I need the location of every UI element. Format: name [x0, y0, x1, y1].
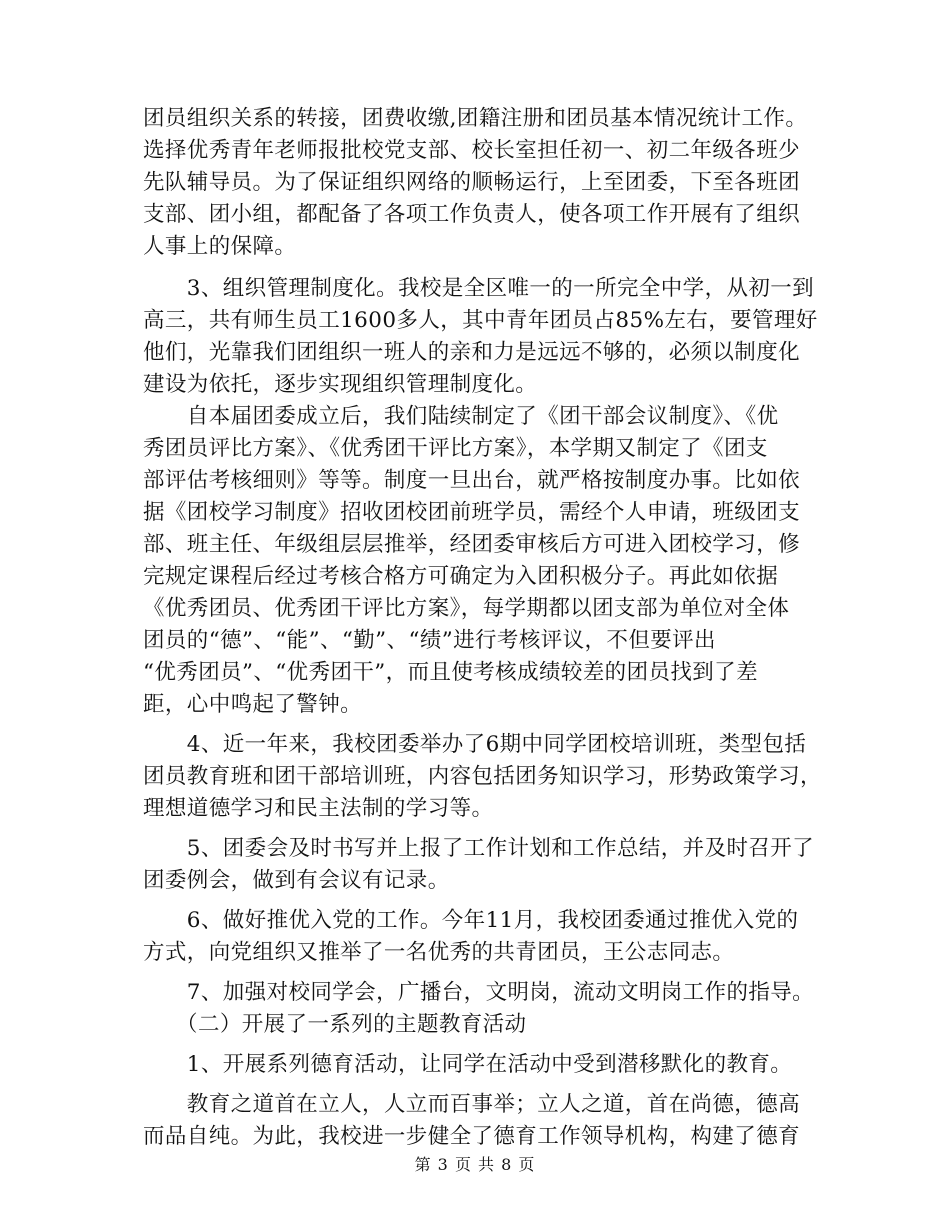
text-line: 团委例会，做到有会议有记录。	[143, 868, 450, 893]
text-line: 5、团委会及时书写并上报了工作计划和工作总结，并及时召开了	[143, 836, 815, 861]
text-line: 理想道德学习和民主法制的学习等。	[143, 796, 494, 821]
text-line: 4、近一年来，我校团委举办了6期中同学团校培训班，类型包括	[143, 732, 807, 757]
text-line: 7、加强对校同学会，广播台，文明岗，流动文明岗工作的指导。	[143, 980, 815, 1005]
text-line: 支部、团小组，都配备了各项工作负责人，使各项工作开展有了组织	[143, 202, 801, 227]
text-line: 据《团校学习制度》招收团校团前班学员，需经个人申请，班级团支	[143, 500, 801, 525]
text-line: 团员的“德”、“能”、“勤”、“绩”进行考核评议，不但要评出	[143, 628, 716, 653]
page-footer: 第 3 页 共 8 页	[414, 1155, 536, 1174]
text-line: 完规定课程后经过考核合格方可确定为入团积极分子。再此如依据	[143, 564, 779, 589]
text-line: 方式，向党组织又推举了一名优秀的共青团员，王公志同志。	[143, 940, 735, 965]
text-line: 1、开展系列德育活动，让同学在活动中受到潜移默化的教育。	[143, 1052, 793, 1077]
text-line: 建设为依托，逐步实现组织管理制度化。	[143, 372, 538, 397]
text-line: “优秀团员”、“优秀团干”，而且使考核成绩较差的团员找到了差	[143, 660, 758, 685]
text-line: 秀团员评比方案》、《优秀团干评比方案》，本学期又制定了《团支	[143, 436, 768, 461]
text-line: 6、做好推优入党的工作。今年11月，我校团委通过推优入党的	[143, 908, 799, 933]
text-line: 团员组织关系的转接，团费收缴,团籍注册和团员基本情况统计工作。	[143, 106, 808, 131]
text-line: 高三，共有师生员工1600多人，其中青年团员占85%左右，要管理好	[143, 308, 818, 333]
text-line: 3、组织管理制度化。我校是全区唯一的一所完全中学，从初一到	[143, 276, 815, 301]
text-line: 而品自纯。为此，我校进一步健全了德育工作领导机构，构建了德育	[143, 1124, 801, 1149]
section-heading: （二）开展了一系列的主题教育活动	[143, 1012, 527, 1037]
text-line: 《优秀团员、优秀团干评比方案》，每学期都以团支部为单位对全体	[143, 596, 790, 621]
text-line: 部评估考核细则》等等。制度一旦出台，就严格按制度办事。比如依	[143, 468, 801, 493]
text-line: 先队辅导员。为了保证组织网络的顺畅运行，上至团委，下至各班团	[143, 170, 801, 195]
text-line: 距，心中鸣起了警钟。	[143, 692, 363, 717]
text-line: 人事上的保障。	[143, 234, 297, 259]
text-line: 教育之道首在立人，人立而百事举；立人之道，首在尚德，德高	[143, 1092, 801, 1117]
text-line: 部、班主任、年级组层层推举，经团委审核后方可进入团校学习，修	[143, 532, 801, 557]
text-line: 团员教育班和团干部培训班，内容包括团务知识学习，形势政策学习，	[143, 764, 822, 789]
text-line: 选择优秀青年老师报批校党支部、校长室担任初一、初二年级各班少	[143, 138, 801, 163]
text-line: 自本届团委成立后，我们陆续制定了《团干部会议制度》、《优	[143, 404, 779, 429]
text-line: 他们，光靠我们团组织一班人的亲和力是远远不够的，必须以制度化	[143, 340, 801, 365]
